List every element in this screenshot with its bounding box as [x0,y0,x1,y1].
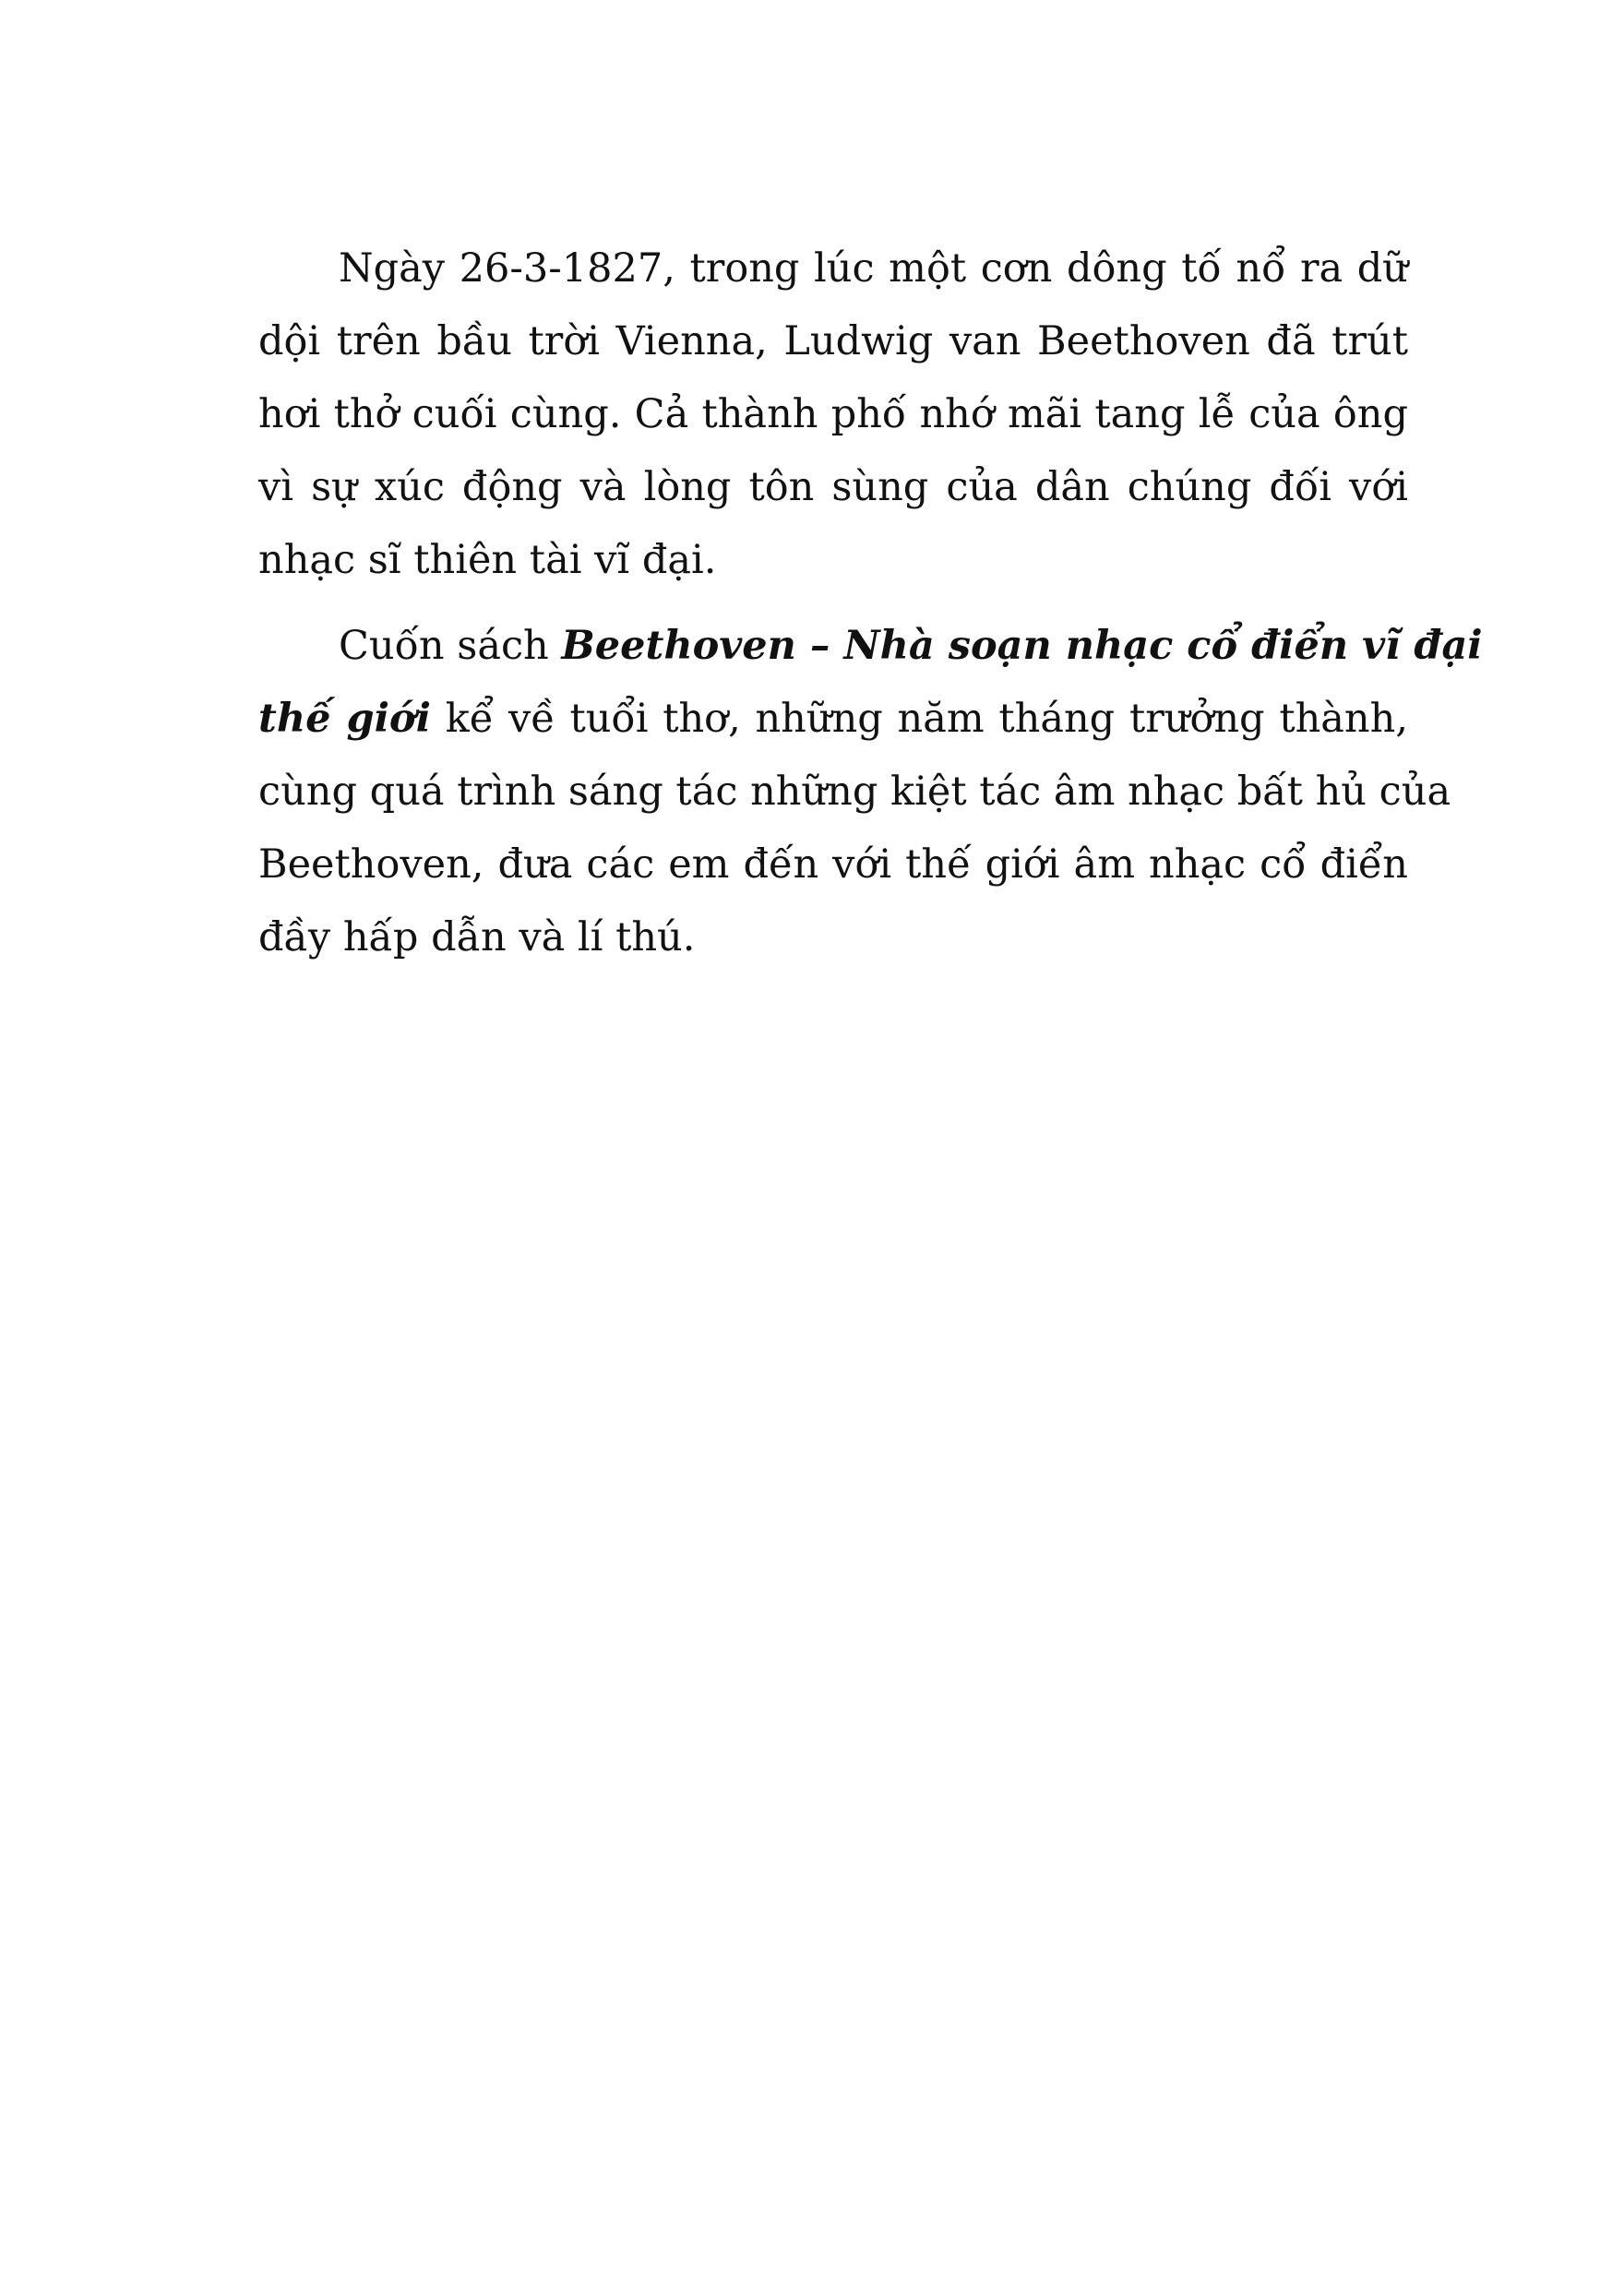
text-line [258,610,1483,683]
text-fragment: kể về tuổi thơ, những năm tháng trưởng thành, [430,696,1408,742]
body-text [258,233,1483,974]
text-line: vì sự xúc động và lòng tôn sùng của dân chúng đối với [258,464,1408,510]
text-line: hơi thở cuối cùng. Cả thành phố nhớ mãi tang lễ của ông [258,391,1408,437]
text-line: Ngày 26-3-1827, trong lúc một cơn dông tố nổ ra dữ [339,245,1408,292]
text-line: Beethoven, đưa các em đến với thế giới âm nhạc cổ điển [258,841,1408,888]
book-title: Beethoven – Nhà soạn nhạc cổ điển vĩ đại [561,623,1483,669]
text-line: dội trên bầu trời Vienna, Ludwig van Beethoven đã trút [258,318,1408,364]
text-fragment: Cuốn sách [339,623,562,669]
book-title-continued: thế giới [258,696,431,742]
text-line: cùng quá trình sáng tác những kiệt tác âm nhạc bất hủ của [258,769,1451,815]
paragraph-book-summary [258,610,1483,974]
text-line: đầy hấp dẫn và lí thú. [258,914,696,960]
paragraph-beethoven-death [258,233,1408,597]
text-line [258,683,1408,756]
text-line: nhạc sĩ thiên tài vĩ đại. [258,537,717,583]
